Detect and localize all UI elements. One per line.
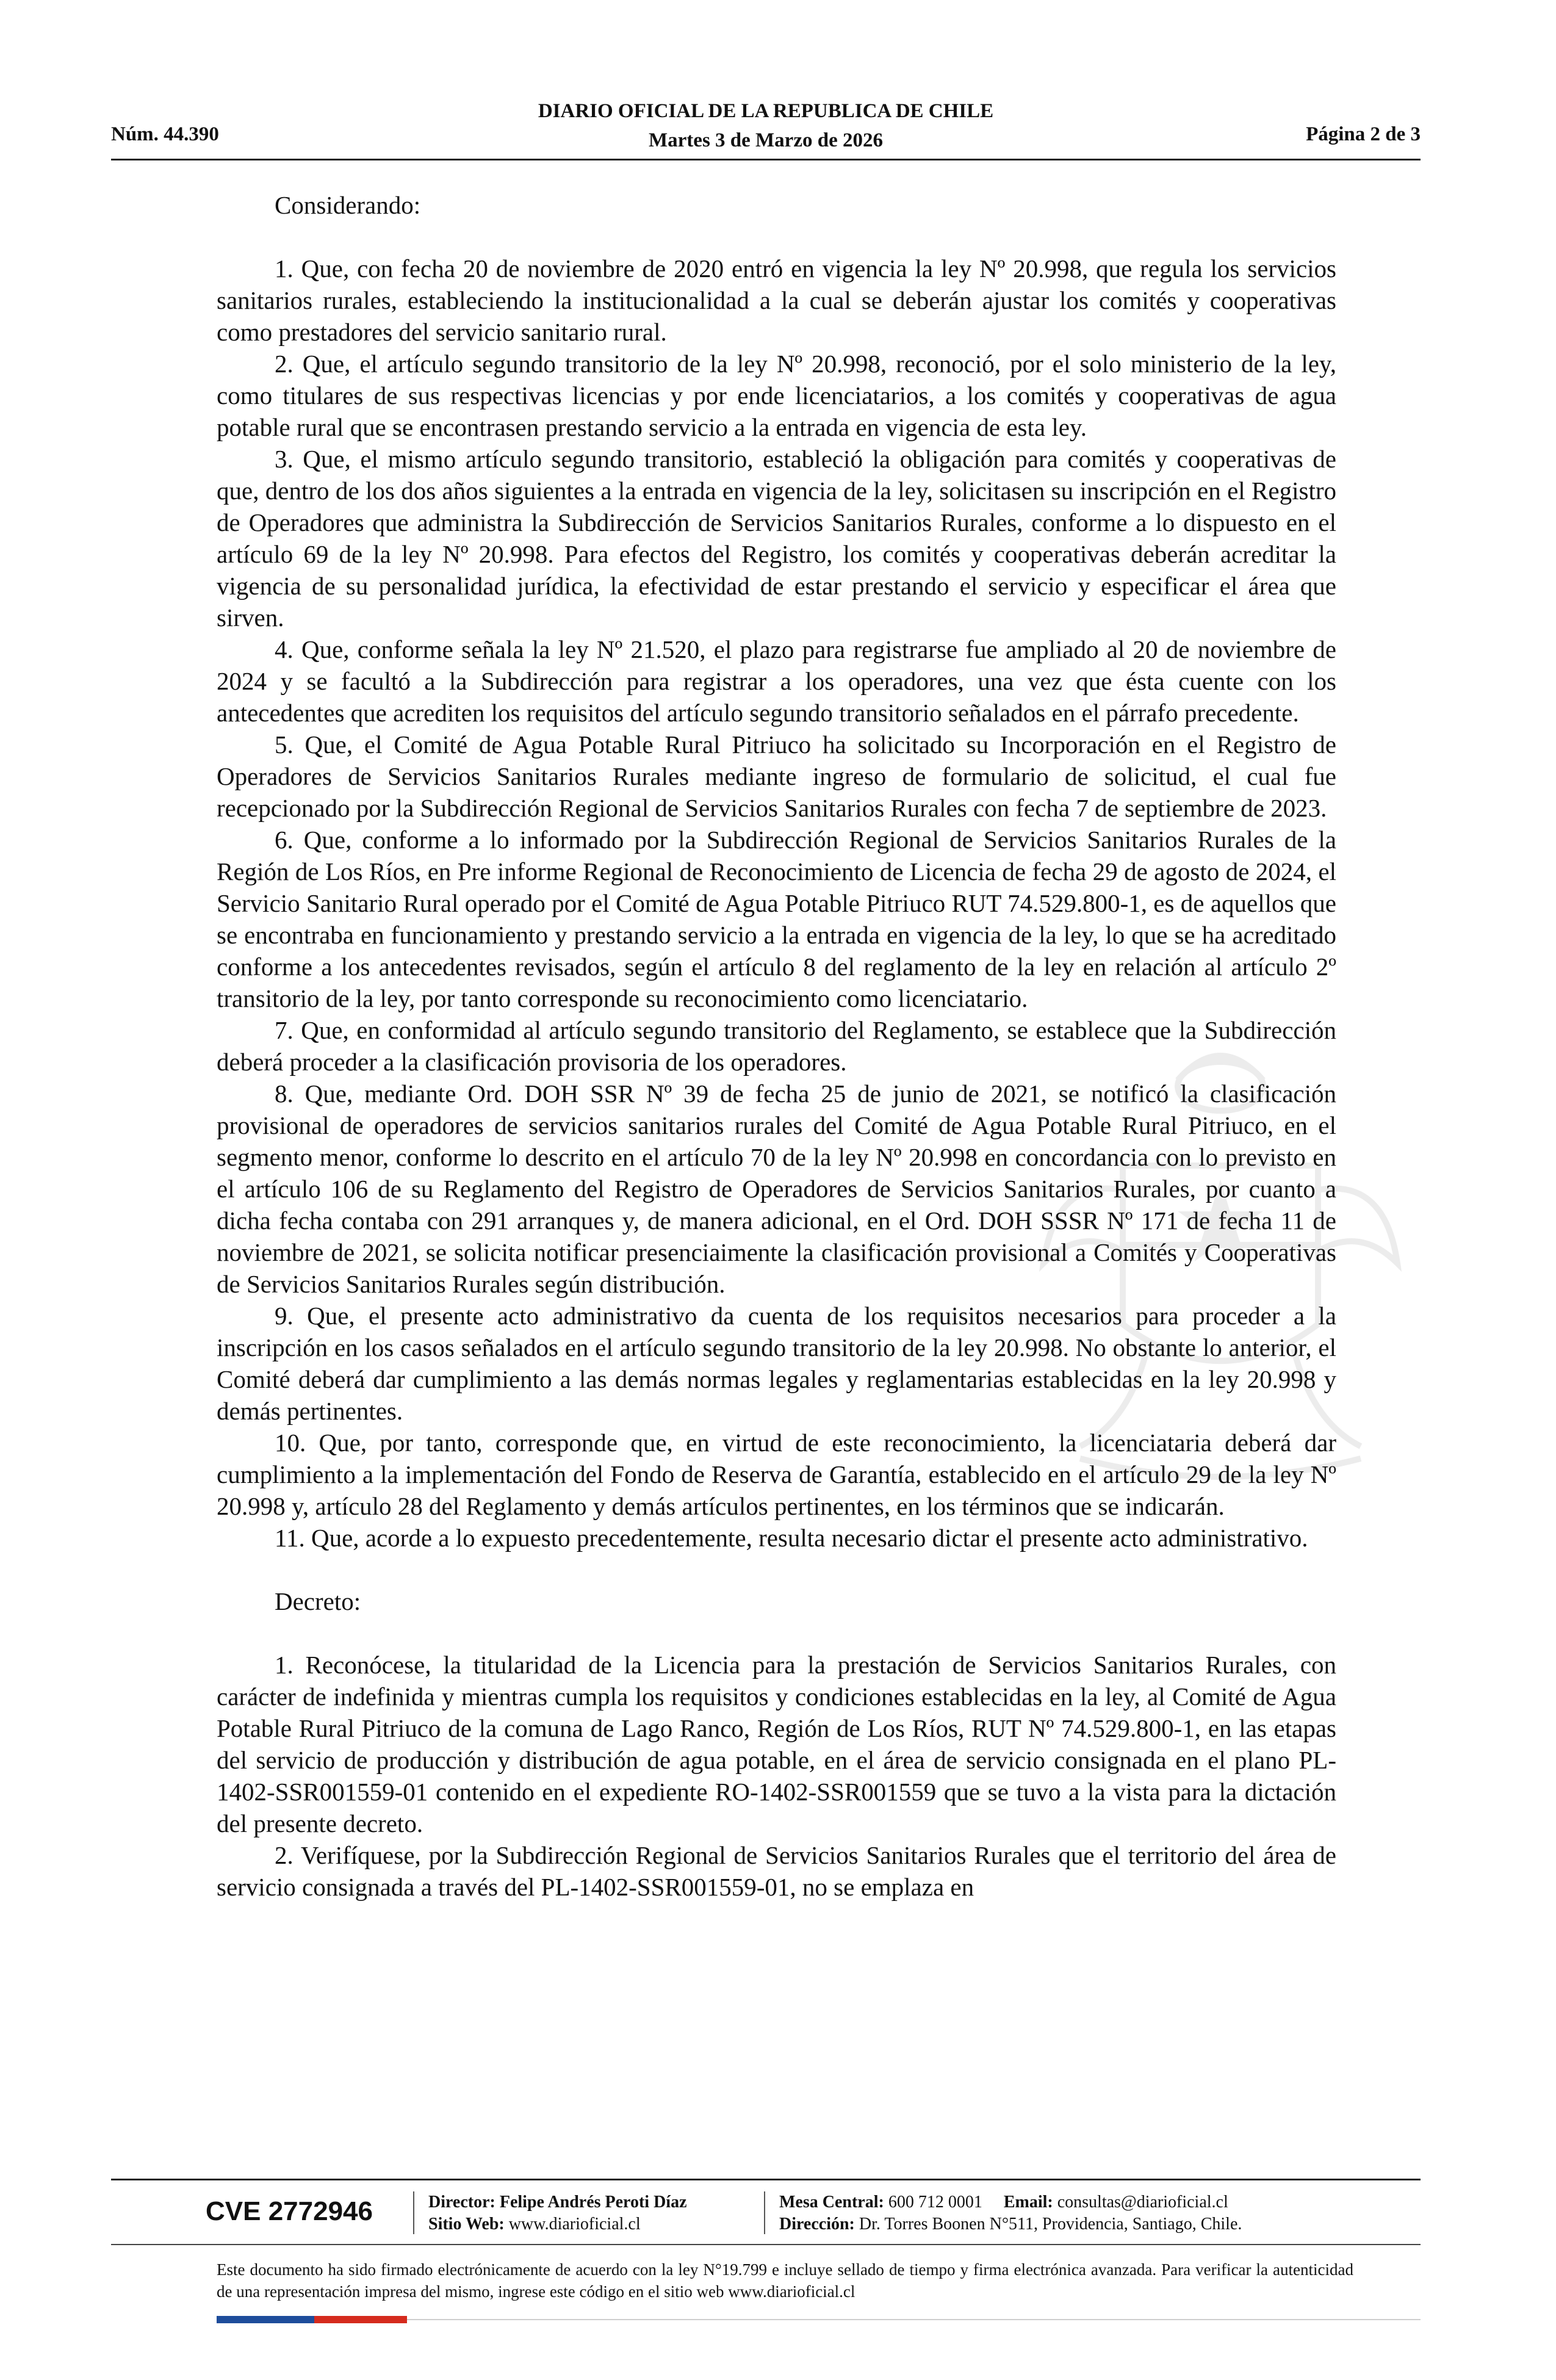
mesa-central-label: Mesa Central: xyxy=(779,2193,884,2212)
considerando-paragraph: 11. Que, acorde a lo expuesto precedentemente, resulta necesario dictar el presente acto administrativo. xyxy=(275,1524,1308,1552)
address-label: Dirección: xyxy=(779,2215,855,2234)
footer-bottom-rule xyxy=(111,2244,1421,2245)
page-header xyxy=(111,92,1421,160)
considerando-title: Considerando: xyxy=(275,191,421,219)
page-number: Página 2 de 3 xyxy=(1306,123,1421,145)
director-name: Felipe Andrés Peroti Díaz xyxy=(499,2193,687,2212)
website-label: Sitio Web: xyxy=(428,2215,505,2234)
footer-divider xyxy=(413,2191,414,2234)
issue-number: Núm. 44.390 xyxy=(111,123,219,145)
publication-title: DIARIO OFICIAL DE LA REPUBLICA DE CHILE xyxy=(538,100,994,122)
mesa-central-phone: 600 712 0001 xyxy=(888,2193,982,2212)
website-link[interactable]: www.diarioficial.cl xyxy=(508,2215,641,2234)
considerando-paragraph: 8. Que, mediante Ord. DOH SSR Nº 39 de fecha 25 de junio de 2021, se notificó la clasificación provisional de operadores de servicios sanitarios rurales del Comité de Agua Potable Rural Pitriuco, en el segmento menor, conforme lo descrito en el artículo 70 de la ley Nº 20.998 en concordancia con lo previsto en el artículo 106 de su Reglamento del Registro de Operadores de Servicios Sanitarios Rurales, por cuanto a dicha fecha contaba con 291 arranques y, de manera adicional, en el Ord. DOH SSSR Nº 171 de fecha 11 de noviembre de 2021, se solicita notificar presenciaimente la clasificación provisional a Comités y Cooperativas de Servicios Sanitarios Rurales según distribución. xyxy=(217,1080,1336,1298)
decreto-title: Decreto: xyxy=(275,1587,361,1615)
flag-blue-segment xyxy=(217,2316,314,2323)
considerando-paragraph: 7. Que, en conformidad al artículo segundo transitorio del Reglamento, se establece que la Subdirección deberá proceder a la clasificación provisoria de los operadores. xyxy=(217,1016,1336,1076)
considerando-paragraph: 5. Que, el Comité de Agua Potable Rural Pitriuco ha solicitado su Incorporación en el Registro de Operadores de Servicios Sanitarios Rurales mediante ingreso de formulario de solicitud, el cual fue recepcionado por la Subdirección Regional de Servicios Sanitarios Rurales con fecha 7 de septiembre de 2023. xyxy=(217,730,1336,822)
email-label: Email: xyxy=(1003,2193,1053,2212)
header-center xyxy=(111,96,1421,155)
considerando-paragraph: 1. Que, con fecha 20 de noviembre de 2020 entró en vigencia la ley Nº 20.998, que regula los servicios sanitarios rurales, estableciendo la institucionalidad a la cual se deberán ajustar los comités y cooperativas como prestadores del servicio sanitario rural. xyxy=(217,254,1336,346)
document-body xyxy=(217,189,1336,1903)
address-value: Dr. Torres Boonen N°511, Providencia, Santiago, Chile. xyxy=(859,2215,1242,2234)
considerando-paragraph: 4. Que, conforme señala la ley Nº 21.520, el plazo para registrarse fue ampliado al 20 de noviembre de 2024 y se facultó a la Subdirección para registrar a los operadores, una vez que ésta cuente con los antecedentes que acrediten los requisitos del artículo segundo transitorio señalados en el párrafo precedente. xyxy=(217,635,1336,727)
director-label: Director: xyxy=(428,2193,495,2212)
contact-block xyxy=(779,2191,1242,2235)
publication-date: Martes 3 de Marzo de 2026 xyxy=(649,129,883,151)
decreto-paragraph: 2. Verifíquese, por la Subdirección Regional de Servicios Sanitarios Rurales que el territorio del área de servicio consignada a través del PL-1402-SSR001559-01, no se emplaza en xyxy=(217,1841,1336,1901)
flag-red-segment xyxy=(314,2316,407,2323)
legal-notice: Este documento ha sido firmado electrónicamente de acuerdo con la ley N°19.799 e incluye sellado de tiempo y firma electrónica avanzada. Para verificar la autenticidad de una representación impresa del mismo, ingrese este código en el sitio web www.diarioficial.cl xyxy=(217,2260,1353,2301)
footer-info-row xyxy=(111,2185,1421,2240)
footer-top-rule xyxy=(111,2179,1421,2180)
considerando-paragraph: 10. Que, por tanto, corresponde que, en virtud de este reconocimiento, la licenciataria deberá dar cumplimiento a la implementación del Fondo de Reserva de Garantía, establecido en el artículo 29 de la ley Nº 20.998 y, artículo 28 del Reglamento y demás artículos pertinentes, en los términos que se indicarán. xyxy=(217,1429,1336,1520)
footer-divider xyxy=(764,2191,765,2234)
email-link[interactable]: consultas@diarioficial.cl xyxy=(1057,2193,1228,2212)
footer-gray-line xyxy=(407,2319,1421,2320)
considerando-paragraph: 6. Que, conforme a lo informado por la Subdirección Regional de Servicios Sanitarios Rurales de la Región de Los Ríos, en Pre informe Regional de Reconocimiento de Licencia de fecha 29 de agosto de 2024, el Servicio Sanitario Rural operado por el Comité de Agua Potable Pitriuco RUT 74.529.800-1, es de aquellos que se encontraba en funcionamiento y prestando servicio a la entrada en vigencia de la ley, lo que se ha acreditado conforme a los antecedentes revisados, según el artículo 8 del reglamento de la ley en relación al artículo 2º transitorio de la ley, por tanto corresponde su reconocimiento como licenciatario. xyxy=(217,826,1336,1012)
flag-color-bar xyxy=(217,2316,407,2323)
page-footer xyxy=(111,2179,1421,2302)
considerando-paragraph: 3. Que, el mismo artículo segundo transitorio, estableció la obligación para comités y cooperativas de que, dentro de los dos años siguientes a la entrada en vigencia de la ley, solicitasen su inscripción en el Registro de Operadores que administra la Subdirección de Servicios Sanitarios Rurales, conforme a lo dispuesto en el artículo 69 de la ley Nº 20.998. Para efectos del Registro, los comités y cooperativas deberán acreditar la vigencia de su personalidad jurídica, la efectividad de estar prestando el servicio y especificar el área que sirven. xyxy=(217,445,1336,632)
considerando-paragraph: 2. Que, el artículo segundo transitorio de la ley Nº 20.998, reconoció, por el solo ministerio de la ley, como titulares de sus respectivas licencias y por ende licenciatarios, a los comités y cooperativas de agua potable rural que se encontrasen prestando servicio a la entrada en vigencia de esta ley. xyxy=(217,350,1336,441)
director-block xyxy=(428,2191,687,2235)
decreto-paragraph: 1. Reconócese, la titularidad de la Licencia para la prestación de Servicios Sanitarios Rurales, con carácter de indefinida y mientras cumpla los requisitos y condiciones establecidas en la ley, al Comité de Agua Potable Rural Pitriuco de la comuna de Lago Ranco, Región de Los Ríos, RUT Nº 74.529.800-1, en las etapas del servicio de producción y distribución de agua potable, en el área de servicio consignada en el plano PL-1402-SSR001559-01 contenido en el expediente RO-1402-SSR001559 que se tuvo a la vista para la dictación del presente decreto. xyxy=(217,1651,1336,1837)
cve-code: CVE 2772946 xyxy=(206,2196,373,2226)
considerando-paragraph: 9. Que, el presente acto administrativo da cuenta de los requisitos necesarios para proceder a la inscripción en los casos señalados en el artículo segundo transitorio de la ley 20.998. No obstante lo anterior, el Comité deberá dar cumplimiento a las demás normas legales y reglamentarias establecidas en la ley 20.998 y demás pertinentes. xyxy=(217,1302,1336,1425)
